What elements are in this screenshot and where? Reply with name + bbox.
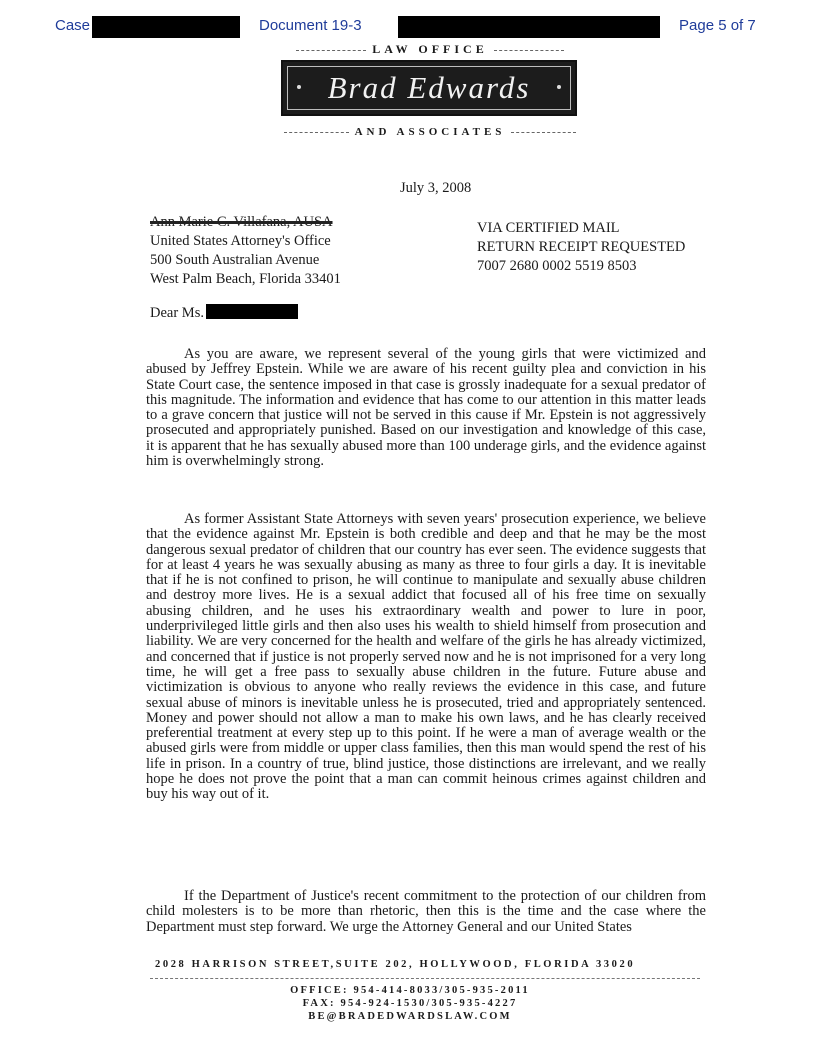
salutation-text: Dear Ms. bbox=[150, 305, 204, 321]
recipient-office: United States Attorney's Office bbox=[150, 233, 331, 249]
paragraph-text: If the Department of Justice's recent commitment to the protection of our children from child molesters is to be more than rhetoric, then this is the time and the case where the Department must step forward. We urge the Attorney General and our United States bbox=[146, 888, 706, 935]
letterhead-top bbox=[280, 42, 580, 57]
delivery-method: VIA CERTIFIED MAIL bbox=[477, 220, 620, 236]
body-paragraph-1 bbox=[146, 347, 706, 469]
recipient-address bbox=[150, 213, 341, 289]
letterhead-bottom-text: AND ASSOCIATES bbox=[354, 126, 506, 138]
letterhead-bottom bbox=[250, 126, 610, 138]
body-paragraph-2 bbox=[146, 512, 706, 803]
document-label: Document 19-3 bbox=[259, 17, 362, 34]
case-label: Case bbox=[55, 17, 91, 34]
recipient-city: West Palm Beach, Florida 33401 bbox=[150, 271, 341, 287]
footer-divider bbox=[150, 978, 700, 979]
redaction-bar bbox=[206, 304, 298, 319]
footer-email: BE@BRADEDWARDSLAW.COM bbox=[308, 1011, 512, 1022]
letterhead-top-text: LAW OFFICE bbox=[372, 42, 488, 56]
footer-office: OFFICE: 954-414-8033/305-935-2011 bbox=[290, 985, 530, 996]
recipient-street: 500 South Australian Avenue bbox=[150, 252, 320, 268]
redaction-bar bbox=[398, 16, 660, 38]
footer-street: 2028 HARRISON STREET,SUITE 202, HOLLYWOOD, FLORIDA 33020 bbox=[155, 959, 636, 970]
letterhead-logo bbox=[281, 60, 577, 116]
footer-contact bbox=[230, 984, 590, 1023]
body-paragraph-3 bbox=[146, 889, 706, 935]
tracking-number: 7007 2680 0002 5519 8503 bbox=[477, 258, 637, 274]
footer-fax: FAX: 954-924-1530/305-935-4227 bbox=[302, 998, 518, 1009]
letterhead-name: Brad Edwards bbox=[327, 70, 531, 105]
filing-header bbox=[0, 0, 816, 40]
recipient-name-struck: Ann Marie C. Villafana, AUSA bbox=[150, 214, 333, 230]
delivery-receipt: RETURN RECEIPT REQUESTED bbox=[477, 239, 686, 255]
paragraph-text: As former Assistant State Attorneys with seven years' prosecution experience, we believe that the evidence against Mr. Epstein is both credible and deep and that he may be the most dangerous sexual predator of children that our country has ever seen. The evidence suggests that for at least 4 years he was sexually abusing as many as three to four girls a day. It is inevitable that if he is not confined to prison, he will continue to manipulate and sexually abuse children and destroy more lives. He is a sexual addict that focused all of his free time on sexually abusing children, and he uses his extraordinary wealth and power to lure in poor, underprivileged little girls and then also uses his wealth to shield himself from prosecution and liability. We are very concerned for the health and welfare of the girls he has already victimized, and concerned that if justice is not properly served now and he is not imprisoned for a very long time, he will get a free pass to sexually abuse children in the future. Future abuse and victimization is obvious to anyone who really reviews the evidence in this case, and future sexual abuse of minors is inevitable unless he is prosecuted, tried and appropriately sentenced. Money and power should not allow a man to make his own laws, and he has clearly received preferential treatment at every step up to this point. If he were a man of average wealth or the abused girls were from middle or upper class families, then this man would spend the rest of his life in prison. In a country of true, blind justice, those distinctions are irrelevant, and we really hope he does not prove the point that a man can commit heinous crimes against children and buy his way out of it. bbox=[146, 511, 706, 803]
letter-date: July 3, 2008 bbox=[400, 180, 472, 196]
paragraph-text: As you are aware, we represent several of the young girls that were victimized and abused by Jeffrey Epstein. While we are aware of his recent guilty plea and conviction in his State Court case, the sentence imposed in that case is grossly inadequate for a sexual predator of this magnitude. The information and evidence that has come to our attention in this matter leads to a grave concern that justice will not be served in this cause if Mr. Epstein is not aggressively prosecuted and appropriately punished. Based on our investigation and knowledge of this case, it is apparent that he has sexually abused more than 100 underage girls, and the evidence against him is overwhelmingly strong. bbox=[146, 346, 706, 470]
salutation bbox=[150, 304, 298, 322]
delivery-info bbox=[477, 219, 685, 276]
redaction-bar bbox=[92, 16, 240, 38]
page-label: Page 5 of 7 bbox=[679, 17, 756, 34]
